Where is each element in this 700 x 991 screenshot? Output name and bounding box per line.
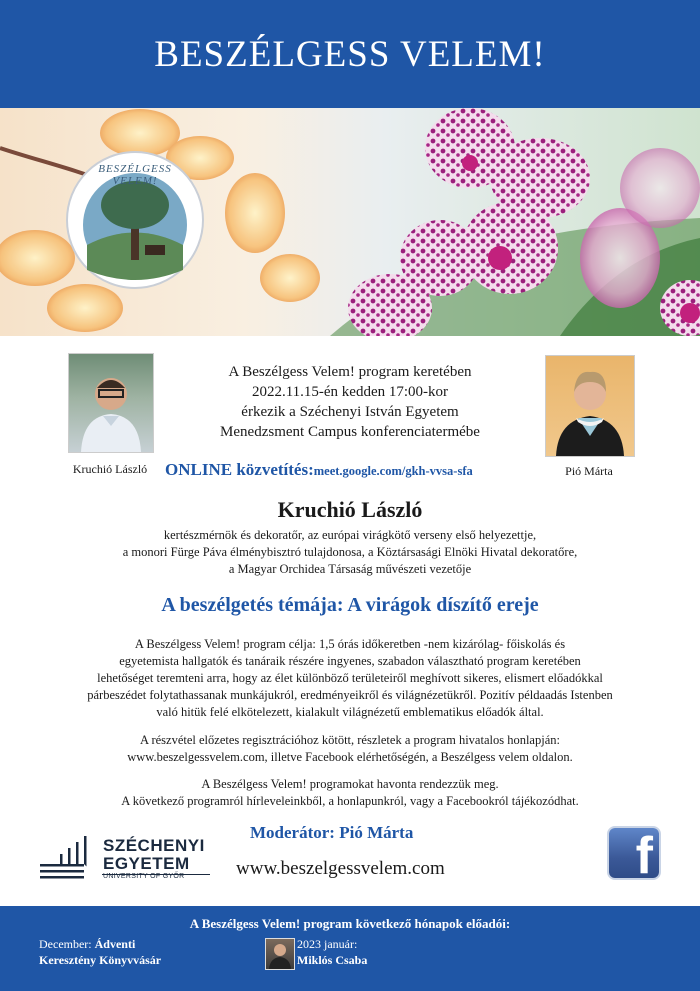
- footer-month: December:: [39, 937, 92, 951]
- speaker-description: [60, 527, 640, 578]
- speaker-desc-line: a Magyar Orchidea Társaság művészeti vezetője: [228, 562, 472, 576]
- moderator-label: Moderátor: Pió Márta: [250, 823, 414, 842]
- footer-december: [39, 936, 161, 968]
- footer-event: Ádventi: [94, 937, 136, 951]
- facebook-icon[interactable]: [609, 828, 659, 878]
- event-venue: Menedzsment Campus konferenciatermébe: [220, 424, 480, 440]
- speaker-name: Kruchió László: [277, 497, 423, 522]
- badge-label: BESZÉLGESS VELEM!: [98, 163, 172, 187]
- website-link[interactable]: www.beszelgessvelem.com: [236, 858, 445, 879]
- university-subtitle: UNIVERSITY OF GYŐR: [103, 873, 185, 880]
- paragraph-line: való hitük felé elkötelezett, kialakult világnézetű emblematikus előadók által.: [156, 705, 544, 719]
- page-title: BESZÉLGESS VELEM!: [154, 33, 546, 75]
- registration-paragraph: [40, 732, 660, 766]
- speaker-photo: [68, 353, 154, 453]
- intro-line: érkezik a Széchenyi István Egyetem: [241, 404, 459, 420]
- speaker-photo-caption: Kruchió László: [72, 462, 148, 476]
- header-banner: [0, 0, 700, 108]
- speaker-desc-line: kertészmérnök és dekoratőr, az európai virágkötő verseny első helyezettje,: [163, 528, 537, 542]
- schedule-paragraph: [40, 776, 660, 810]
- footer-speaker: Miklós Csaba: [297, 953, 368, 967]
- meeting-link[interactable]: meet.google.com/gkh-vvsa-sfa: [313, 464, 473, 478]
- event-intro: [170, 362, 530, 442]
- footer-event-line2: Keresztény Könyvvásár: [39, 953, 162, 967]
- footer-title: A Beszélgess Velem! program következő hónapok előadói:: [189, 916, 511, 931]
- paragraph-line: A következő programról hírleveleinkből, a honlapunkról, vagy a Facebookról tájékozódhat.: [121, 794, 579, 808]
- facebook-letter: f: [635, 828, 653, 878]
- next-speaker-avatar: [265, 938, 295, 970]
- paragraph-line: A részvétel előzetes regisztrációhoz kötött, részletek a program hivatalos honlapján:: [140, 733, 560, 747]
- event-date: 2022.11.15-én kedden 17:00-kor: [251, 384, 449, 400]
- online-label: ONLINE közvetítés:: [165, 460, 314, 479]
- intro-line: A Beszélgess Velem! program keretében: [228, 364, 472, 380]
- paragraph-line: www.beszelgessvelem.com, illetve Facebook elérhetőségén, a Beszélgess velem oldalon.: [127, 750, 573, 764]
- paragraph-line: egyetemista hallgatók és tanáraik részére ingyenes, szabadon választható program keretében: [119, 654, 581, 668]
- university-name-line1: SZÉCHENYI: [103, 836, 205, 855]
- topic-heading: A beszélgetés témája: A virágok díszítő ereje: [161, 594, 539, 616]
- paragraph-line: A Beszélgess Velem! program célja: 1,5 órás időkeretben -nem kizárólag- főiskolás és: [134, 637, 566, 651]
- moderator-photo-caption: Pió Márta: [565, 464, 613, 478]
- university-name-line2: EGYETEM: [103, 854, 190, 873]
- moderator-photo: [545, 355, 635, 457]
- paragraph-line: A Beszélgess Velem! programokat havonta rendezzük meg.: [201, 777, 499, 791]
- paragraph-line: párbeszédet folytathassanak munkájukról, eredményeikről és világnézetükről. Pozitív példaadás Istenben: [87, 688, 613, 702]
- footer-month: 2023 január:: [297, 937, 358, 951]
- footer-january: [297, 936, 367, 968]
- online-stream: [165, 460, 473, 480]
- footer-banner: [0, 906, 700, 991]
- speaker-desc-line: a monori Fürge Páva élménybisztró tulajdonosa, a Köztársasági Elnöki Hivatal dekoratőre,: [122, 545, 578, 559]
- paragraph-line: lehetőséget teremteni arra, hogy az élet különböző területeiről meghívott sikeres, elismert előadókkal: [97, 671, 603, 685]
- program-goal-paragraph: [40, 636, 660, 721]
